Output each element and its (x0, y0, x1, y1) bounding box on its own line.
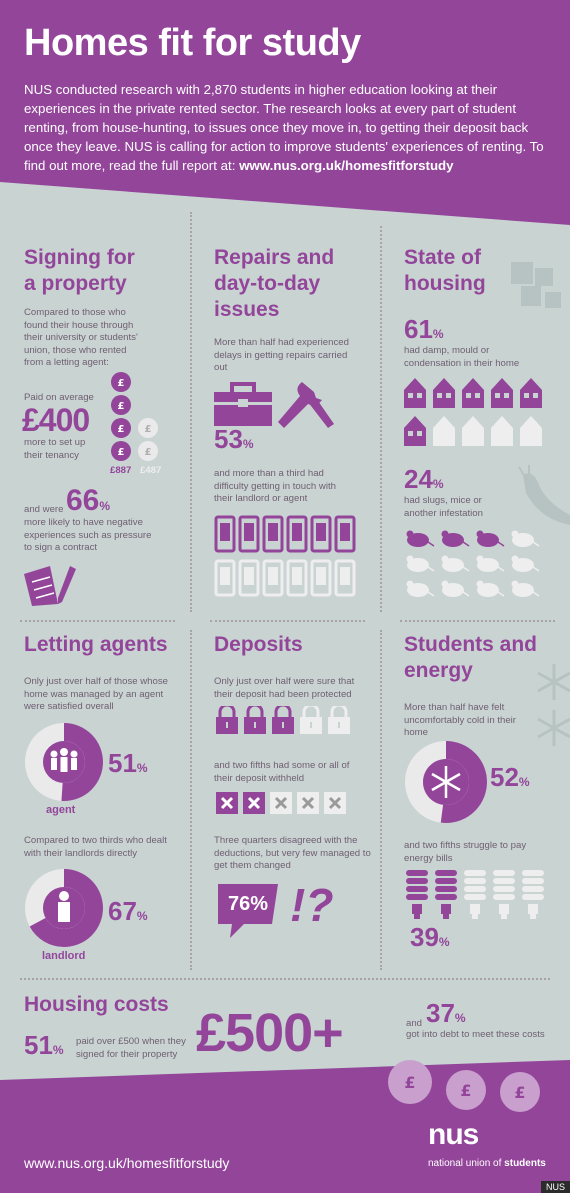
signing-pct-desc: more likely to have negative experiences such as pressure to sign a contract (24, 517, 152, 553)
mouse-icon (407, 531, 435, 548)
bulb-icon (435, 870, 457, 919)
bulb-icon (464, 870, 486, 919)
letting-pct2: 67% (108, 896, 148, 926)
phone-grid-icon (214, 515, 364, 605)
mouse-grid-icon (402, 526, 552, 604)
footer-background (0, 1060, 570, 1193)
mouse-icon (477, 581, 505, 598)
mouse-icon (442, 556, 470, 573)
paid-amount-desc: more to set up their tenancy (24, 437, 86, 461)
padlock-icon (300, 706, 322, 734)
bulb-icon (493, 870, 515, 919)
padlock-icon (216, 706, 238, 734)
bulb-row-icon (404, 868, 554, 924)
state-pct2: 24% (404, 464, 444, 494)
house-icon (433, 378, 455, 408)
union-cost: £487 (140, 465, 162, 476)
were-label: and were (24, 504, 64, 515)
cross-row-icon (214, 790, 364, 816)
paid-amount: £400 (22, 402, 90, 438)
cross-box-icon (297, 792, 319, 814)
mouse-icon (512, 556, 540, 573)
padlock-row-icon (214, 706, 364, 736)
exclamation-question-marks: !? (290, 879, 334, 931)
deposits-desc1: Only just over half were sure that their deposit had been protected (214, 676, 355, 700)
bulb-icon (522, 870, 544, 919)
paid-label: Paid on average (24, 392, 94, 403)
svg-text:£: £ (144, 424, 152, 435)
column-divider (380, 226, 382, 612)
signing-title: Signing for a property (24, 246, 135, 295)
costs-title: Housing costs (24, 993, 169, 1016)
cold-donut-chart (404, 740, 488, 824)
cross-box-icon (243, 792, 265, 814)
phone-icon (288, 517, 306, 551)
svg-text:£: £ (117, 447, 125, 458)
phone-icon (216, 561, 234, 595)
cross-box-icon (270, 792, 292, 814)
svg-text:£: £ (144, 447, 152, 458)
page-title: Homes fit for study (24, 22, 361, 64)
row-divider (20, 620, 175, 622)
footer-link[interactable]: www.nus.org.uk/homesfitforstudy (24, 1155, 230, 1171)
house-icon (404, 416, 426, 446)
org-name: national union of students (428, 1158, 546, 1169)
landlord-label: landlord (42, 950, 86, 962)
phone-icon (216, 517, 234, 551)
intro-text: NUS conducted research with 2,870 students in higher education looking at their experiences in the private rented sector. The research looks at every part of student renting, from house-hunting, to issues once they move in, to getting their deposit back once they leave. NUS is calling for action to improve students' experiences of renting. To find out more, read the full report at: www.nus.org.uk/homesfitforstudy (24, 82, 544, 173)
svg-text:£: £ (117, 378, 125, 389)
energy-desc2: and two fifths struggle to pay energy bills (404, 840, 527, 864)
column-divider (190, 212, 192, 612)
costs-pct1: 51% (24, 1030, 64, 1060)
costs-and-label: and (406, 1018, 423, 1029)
repairs-desc: More than half had experienced delays in getting repairs carried out (214, 337, 349, 373)
mouse-icon (407, 556, 435, 573)
mouse-icon (442, 581, 470, 598)
row-divider (400, 620, 555, 622)
state-title: State of housing (404, 246, 486, 295)
house-icon (520, 378, 542, 408)
house-grid-icon (402, 376, 552, 448)
phone-icon (240, 517, 258, 551)
svg-text:£: £ (117, 424, 125, 435)
report-link[interactable]: www.nus.org.uk/homesfitforstudy (239, 158, 454, 173)
nus-logo: nus (428, 1118, 479, 1151)
coin-stack-icon (108, 370, 168, 470)
repairs-desc2: and more than a third had difficulty getting in touch with their landlord or agent (214, 468, 336, 504)
contract-pen-icon (22, 560, 82, 608)
mouse-icon (477, 556, 505, 573)
mouse-icon (477, 531, 505, 548)
header-banner (0, 0, 570, 235)
deposits-desc2: and two fifths had some or all of their deposit withheld (214, 760, 350, 784)
state-desc1: had damp, mould or condensation in their home (404, 345, 520, 369)
cross-box-icon (216, 792, 238, 814)
deposits-title: Deposits (214, 633, 303, 656)
letting-title: Letting agents (24, 633, 168, 656)
energy-pct2: 39% (410, 922, 450, 952)
toolbox-tools-icon (212, 378, 342, 430)
repairs-title: Repairs and day-to-day issues (214, 246, 335, 321)
agent-cost: £887 (110, 465, 132, 476)
phone-icon (312, 517, 330, 551)
house-icon (491, 378, 513, 408)
letting-desc2: Compared to two thirds who dealt with their landlords directly (24, 835, 167, 859)
energy-title: Students and energy (404, 633, 538, 682)
svg-text:£: £ (404, 1073, 416, 1092)
row-divider (20, 978, 550, 980)
agent-donut-chart (24, 722, 104, 802)
svg-text:£: £ (460, 1081, 472, 1100)
column-divider (380, 630, 382, 970)
signing-desc: Compared to those who found their house through their university or students' union, those who rented from a letting agent: (24, 307, 138, 368)
bulb-icon (406, 870, 428, 919)
svg-text:£: £ (117, 401, 125, 412)
mouse-icon (442, 531, 470, 548)
mouse-icon (407, 581, 435, 598)
padlock-icon (328, 706, 350, 734)
mouse-icon (512, 531, 540, 548)
agent-label: agent (46, 804, 76, 816)
phone-icon (240, 561, 258, 595)
repairs-pct: 53% (214, 424, 254, 454)
signing-pct: 66% (66, 484, 111, 517)
phone-icon (288, 561, 306, 595)
house-icon (491, 416, 513, 446)
house-icon (462, 416, 484, 446)
costs-desc2: got into debt to meet these costs (406, 1029, 545, 1040)
padlock-icon (272, 706, 294, 734)
phone-icon (264, 561, 282, 595)
slug-icon (515, 465, 570, 525)
cross-box-icon (324, 792, 346, 814)
house-icon (404, 378, 426, 408)
costs-pct2: 37% (426, 998, 466, 1028)
costs-big-amount: £500+ (196, 1003, 343, 1063)
state-desc2: had slugs, mice or another infestation (404, 495, 483, 519)
svg-text:£: £ (514, 1083, 526, 1102)
phone-icon (312, 561, 330, 595)
costs-desc1: paid over £500 when they signed for their property (76, 1036, 186, 1060)
landlord-donut-chart (24, 868, 104, 948)
state-pct1: 61% (404, 314, 444, 344)
house-icon (433, 416, 455, 446)
energy-desc1: More than half have felt uncomfortably cold in their home (404, 702, 516, 738)
letting-pct1: 51% (108, 748, 148, 778)
energy-pct1: 52% (490, 762, 530, 792)
deposits-desc3: Three quarters disagreed with the deductions, but very few managed to get them changed (214, 835, 371, 871)
row-divider (210, 620, 365, 622)
house-icon (462, 378, 484, 408)
mould-squares-icon (505, 258, 565, 318)
phone-icon (264, 517, 282, 551)
phone-icon (336, 561, 354, 595)
phone-icon (336, 517, 354, 551)
padlock-icon (244, 706, 266, 734)
house-icon (520, 416, 542, 446)
letting-desc1: Only just over half of those whose home was managed by an agent were satisfied overall (24, 676, 168, 712)
deposits-pct: 76% (228, 893, 269, 915)
mouse-icon (512, 581, 540, 598)
nus-badge: NUS (541, 1181, 570, 1193)
column-divider (190, 630, 192, 970)
